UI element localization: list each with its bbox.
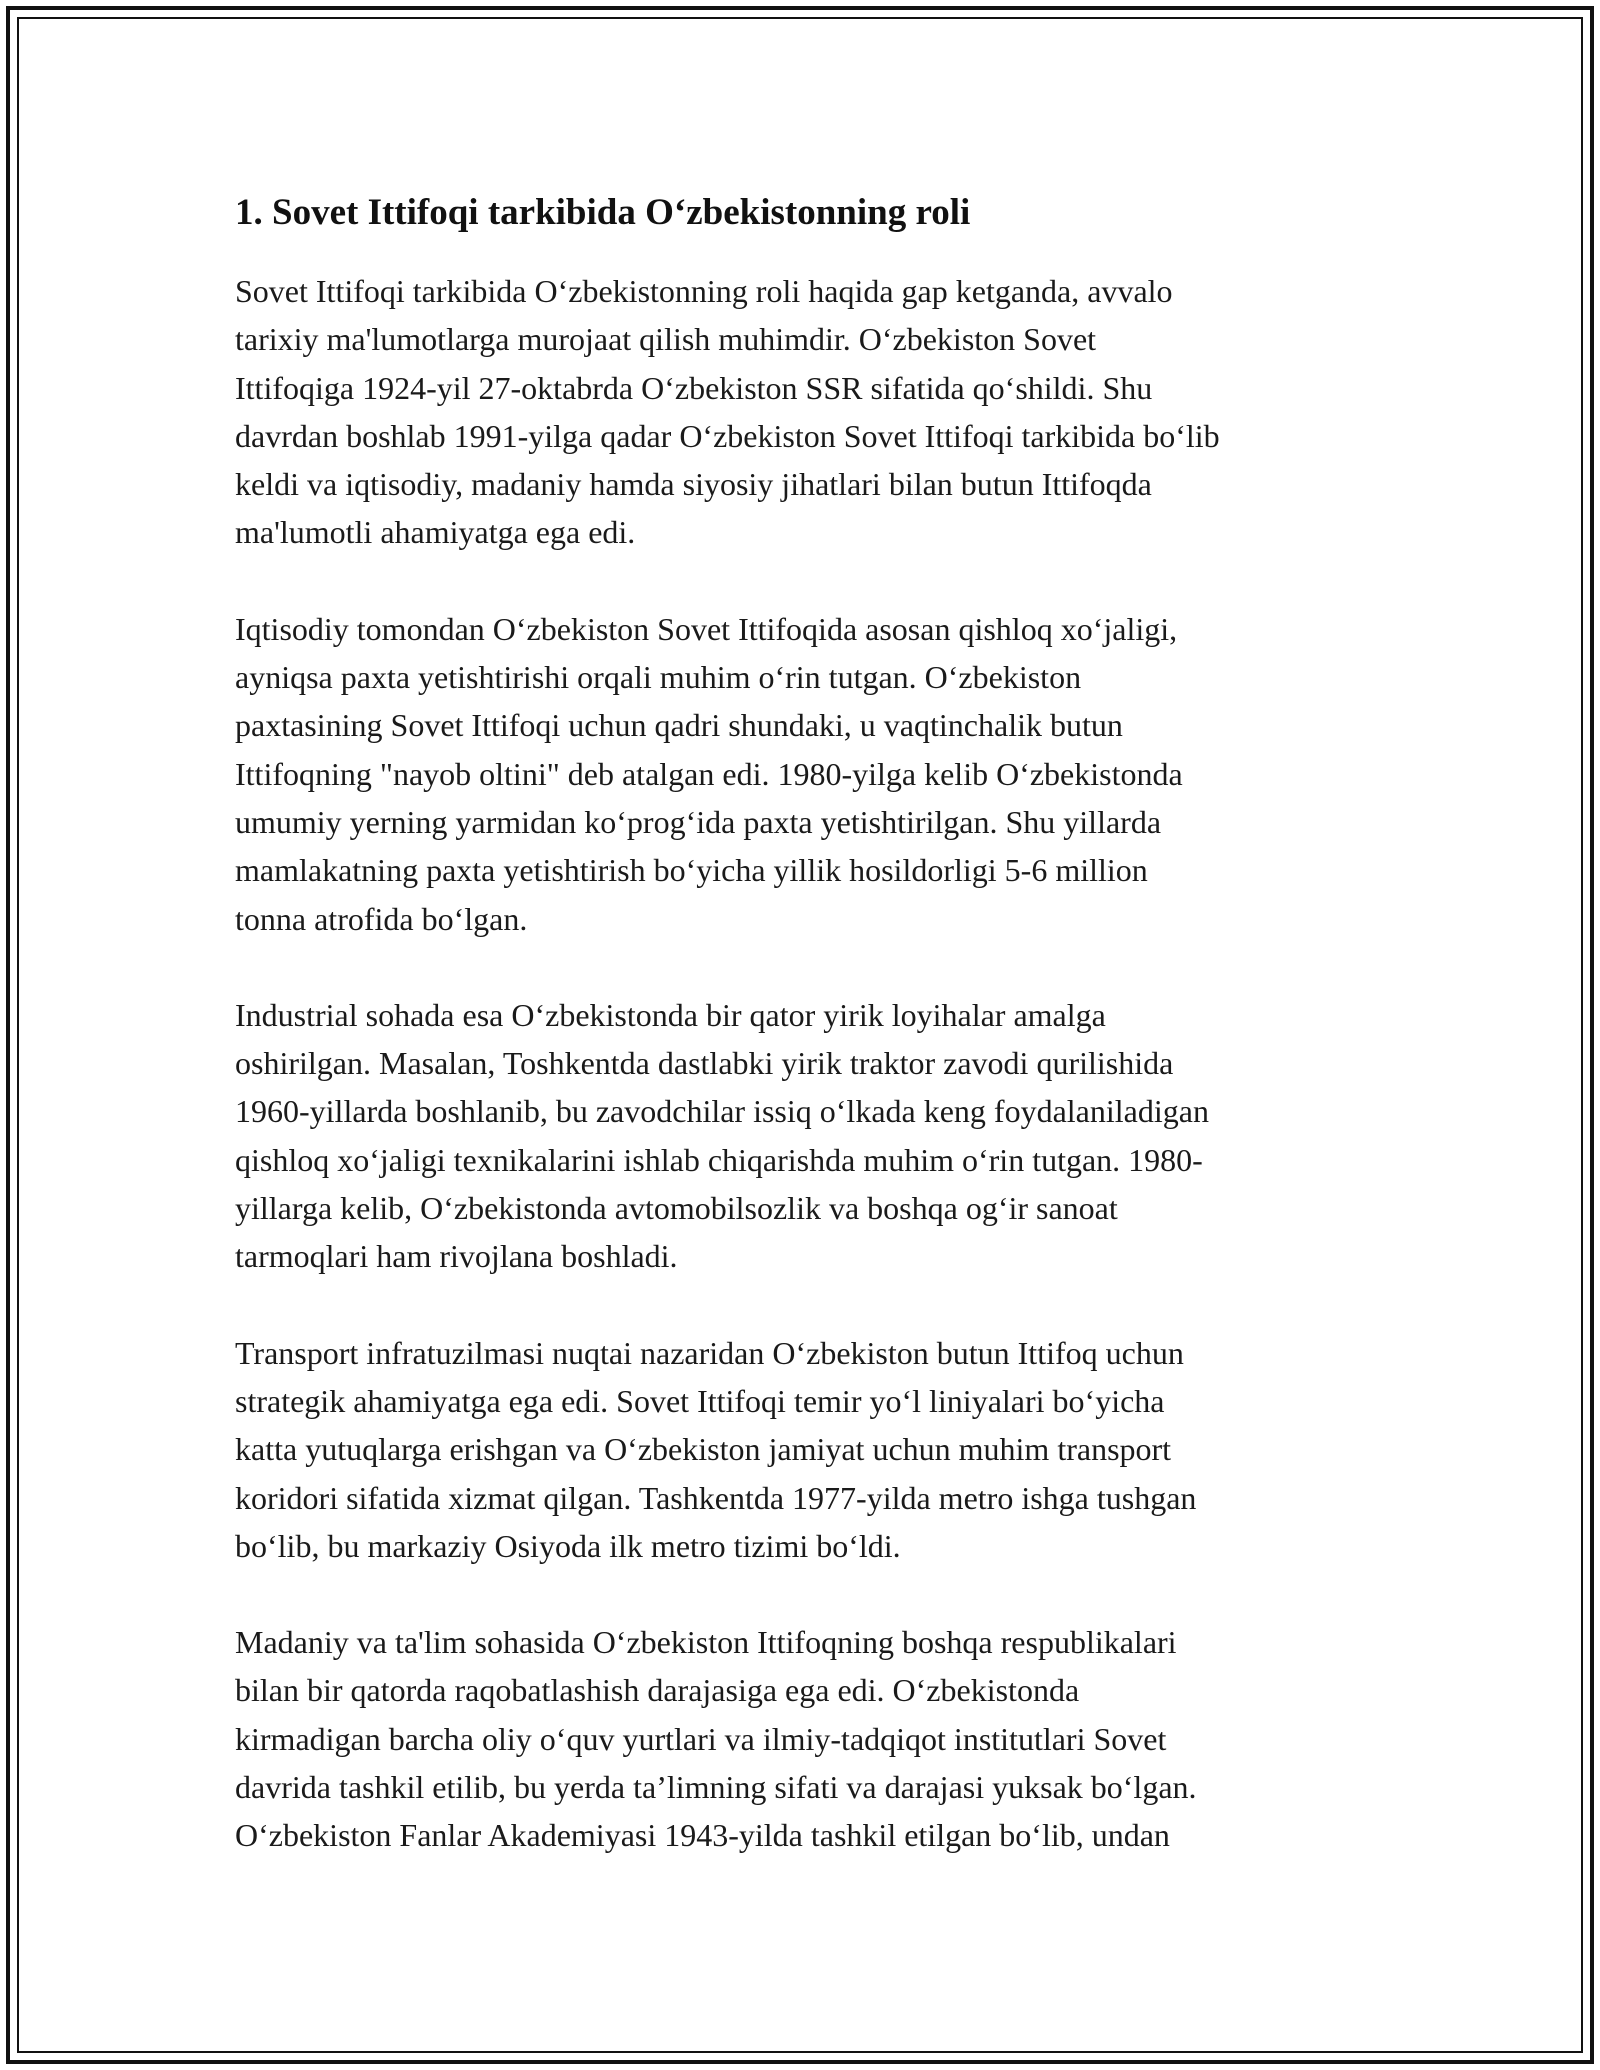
text-line: tarixiy ma'lumotlarga murojaat qilish muhimdir. O‘zbekiston Sovet (235, 321, 1097, 358)
text-line: keldi va iqtisodiy, madaniy hamda siyosiy jihatlari bilan butun Ittifoqda (235, 466, 1152, 503)
text-line: bilan bir qatorda raqobatlashish darajasiga ega edi. O‘zbekistonda (235, 1672, 1080, 1709)
text-line: paxtasining Sovet Ittifoqi uchun qadri shundaki, u vaqtinchalik butun (235, 707, 1123, 744)
text-line: qishloq xo‘jaligi texnikalarini ishlab chiqarishda muhim o‘rin tutgan. 1980- (235, 1141, 1203, 1178)
text-line: Ittifoqiga 1924-yil 27-oktabrda O‘zbekiston SSR sifatida qo‘shildi. Shu (235, 369, 1153, 406)
text-line: ayniqsa paxta yetishtirishi orqali muhim o‘rin tutgan. O‘zbekiston (235, 659, 1082, 696)
text-line: Ittifoqning "nayob oltini" deb atalgan edi. 1980-yilga kelib O‘zbekistonda (235, 755, 1183, 792)
text-line: davrdan boshlab 1991-yilga qadar O‘zbekiston Sovet Ittifoqi tarkibida bo‘lib (235, 417, 1220, 454)
text-line: strategik ahamiyatga ega edi. Sovet Ittifoqi temir yo‘l liniyalari bo‘yicha (235, 1382, 1165, 1419)
text-line: Madaniy va ta'lim sohasida O‘zbekiston Ittifoqning boshqa respublikalari (235, 1624, 1177, 1661)
text-line: Sovet Ittifoqi tarkibida O‘zbekistonning roli haqida gap ketganda, avvalo (235, 273, 1173, 309)
paragraph-transport (235, 1329, 1375, 1570)
text-line: ma'lumotli ahamiyatga ega edi. (235, 514, 636, 551)
text-line: oshirilgan. Masalan, Toshkentda dastlabki yirik traktor zavodi qurilishida (235, 1045, 1174, 1082)
text-line: bo‘lib, bu markaziy Osiyoda ilk metro tizimi bo‘ldi. (235, 1527, 901, 1564)
text-line: mamlakatning paxta yetishtirish bo‘yicha yillik hosildorligi 5-6 million (235, 852, 1148, 889)
text-line: davrida tashkil etilib, bu yerda ta’limning sifati va darajasi yuksak bo‘lgan. (235, 1769, 1197, 1806)
paragraph-intro (235, 267, 1375, 557)
text-line: Iqtisodiy tomondan O‘zbekiston Sovet Ittifoqida asosan qishloq xo‘jaligi, (235, 610, 1178, 647)
text-line: katta yutuqlarga erishgan va O‘zbekiston jamiyat uchun muhim transport (235, 1431, 1172, 1468)
text-line: umumiy yerning yarmidan ko‘prog‘ida paxta yetishtirilgan. Shu yillarda (235, 803, 1162, 840)
paragraph-economy (235, 605, 1375, 943)
paragraph-culture-education (235, 1618, 1375, 1859)
text-line: tonna atrofida bo‘lgan. (235, 900, 528, 937)
text-line: koridori sifatida xizmat qilgan. Tashkentda 1977-yilda metro ishga tushgan (235, 1479, 1197, 1516)
text-line: kirmadigan barcha oliy o‘quv yurtlari va ilmiy-tadqiqot institutlari Sovet (235, 1720, 1167, 1757)
document-body (235, 185, 1375, 1908)
paragraph-industry (235, 991, 1375, 1281)
text-line: 1960-yillarda boshlanib, bu zavodchilar issiq o‘lkada keng foydalaniladigan (235, 1093, 1209, 1130)
text-line: Industrial sohada esa O‘zbekistonda bir qator yirik loyihalar amalga (235, 996, 1106, 1033)
section-title: 1. Sovet Ittifoqi tarkibida O‘zbekistonning roli (235, 192, 971, 233)
text-line: O‘zbekiston Fanlar Akademiyasi 1943-yilda tashkil etilgan bo‘lib, undan (235, 1817, 1170, 1854)
text-line: tarmoqlari ham rivojlana boshladi. (235, 1238, 678, 1275)
text-line: yillarga kelib, O‘zbekistonda avtomobilsozlik va boshqa og‘ir sanoat (235, 1190, 1118, 1227)
text-line: Transport infratuzilmasi nuqtai nazaridan O‘zbekiston butun Ittifoq uchun (235, 1334, 1184, 1371)
